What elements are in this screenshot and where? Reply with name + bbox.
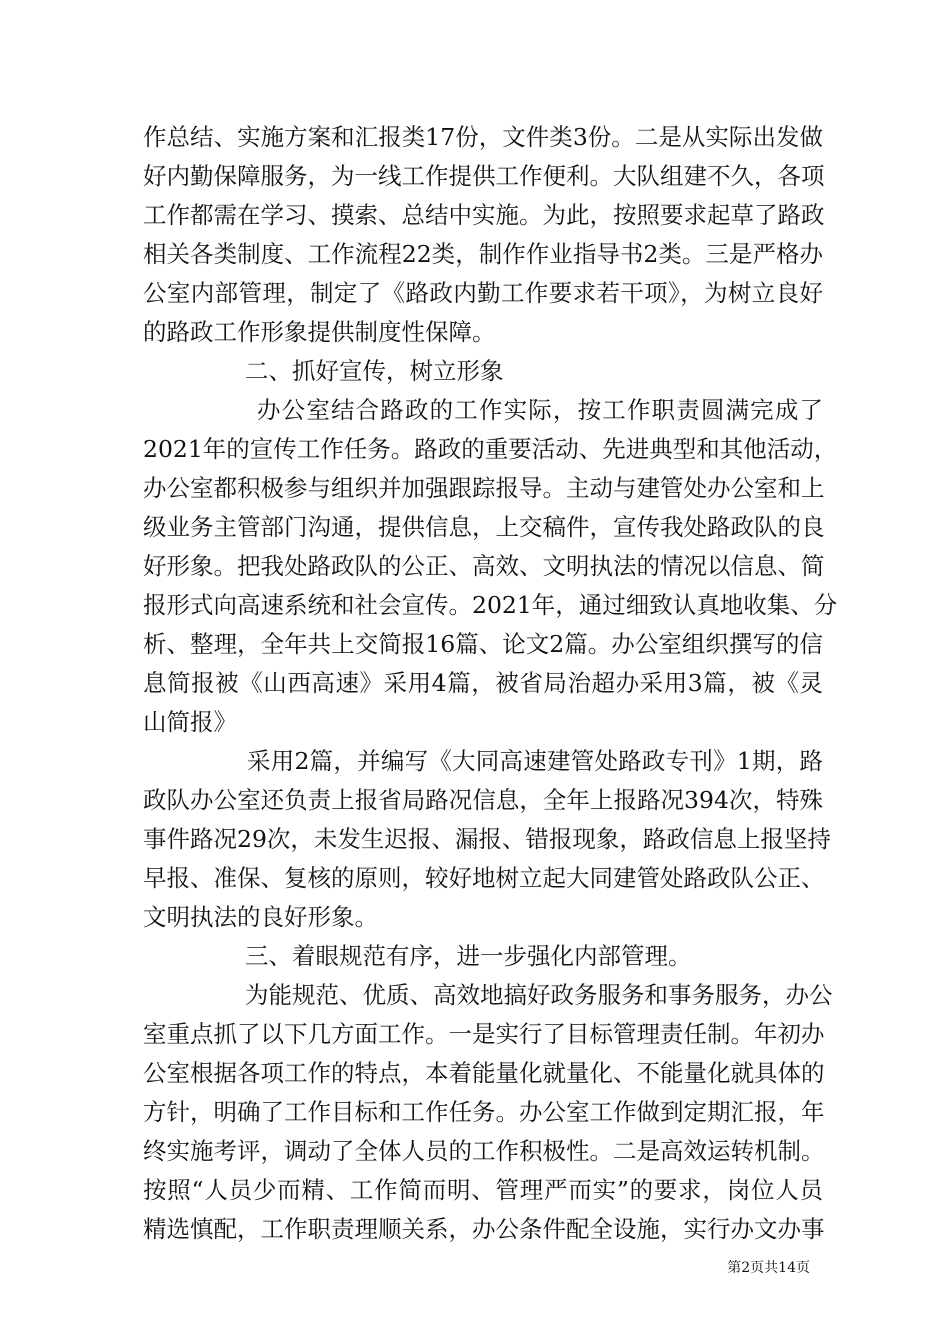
paragraph-3-line: 事件路况29次，未发生迟报、漏报、错报现象，路政信息上报坚持 [143, 825, 831, 853]
paragraph-2-line: 息简报被《山西高速》采用4篇，被省局治超办采用3篇，被《灵 [143, 669, 823, 697]
paragraph-3-line: 采用2篇，并编写《大同高速建管处路政专刊》1期，路 [247, 747, 823, 775]
paragraph-4-line: 为能规范、优质、高效地搞好政务服务和事务服务，办公 [245, 981, 833, 1009]
paragraph-4-line: 室重点抓了以下几方面工作。一是实行了目标管理责任制。年初办 [143, 1020, 825, 1048]
paragraph-1-line: 好内勤保障服务，为一线工作提供工作便利。大队组建不久，各项 [143, 162, 825, 190]
page-number-footer: 第2页共14页 [727, 1260, 810, 1276]
paragraph-4-line: 方针，明确了工作目标和工作任务。办公室工作做到定期汇报，年 [143, 1098, 825, 1126]
paragraph-1-line: 工作都需在学习、摸索、总结中实施。为此，按照要求起草了路政 [143, 201, 825, 229]
paragraph-2-line: 报形式向高速系统和社会宣传。2021年，通过细致认真地收集、分 [143, 591, 838, 619]
paragraph-4-line: 精选慎配，工作职责理顺关系，办公条件配全设施，实行办文办事 [143, 1215, 825, 1243]
section-heading-2: 二、抓好宣传，树立形象 [245, 357, 504, 385]
paragraph-2-line: 办公室都积极参与组织并加强跟踪报导。主动与建管处办公室和上 [143, 474, 825, 502]
section-heading-3: 三、着眼规范有序，进一步强化内部管理。 [245, 942, 692, 970]
paragraph-2-line: 析、整理，全年共上交简报16篇、论文2篇。办公室组织撰写的信 [143, 630, 823, 658]
paragraph-1-line: 作总结、实施方案和汇报类17份，文件类3份。二是从实际出发做 [143, 123, 823, 151]
paragraph-3-line: 文明执法的良好形象。 [143, 903, 378, 931]
paragraph-1-line: 相关各类制度、工作流程22类，制作作业指导书2类。三是严格办 [143, 240, 823, 268]
paragraph-1-line: 的路政工作形象提供制度性保障。 [143, 318, 496, 346]
paragraph-1-line: 公室内部管理，制定了《路政内勤工作要求若干项》，为树立良好 [143, 279, 823, 307]
paragraph-2-line: 好形象。把我处路政队的公正、高效、文明执法的情况以信息、简 [143, 552, 825, 580]
paragraph-3-line: 早报、准保、复核的原则，较好地树立起大同建管处路政队公正、 [143, 864, 825, 892]
paragraph-2-line: 山简报》 [143, 708, 237, 736]
paragraph-2-line: 2021年的宣传工作任务。路政的重要活动、先进典型和其他活动， [143, 435, 838, 463]
paragraph-4-line: 终实施考评，调动了全体人员的工作积极性。二是高效运转机制。 [143, 1137, 825, 1165]
paragraph-2-line: 级业务主管部门沟通，提供信息，上交稿件，宣传我处路政队的良 [143, 513, 825, 541]
paragraph-2-line: 办公室结合路政的工作实际，按工作职责圆满完成了 [257, 396, 823, 424]
paragraph-4-line: 公室根据各项工作的特点，本着能量化就量化、不能量化就具体的 [143, 1059, 825, 1087]
paragraph-4-line: 按照“人员少而精、工作简而明、管理严而实”的要求，岗位人员 [143, 1176, 823, 1204]
paragraph-3-line: 政队办公室还负责上报省局路况信息，全年上报路况394次，特殊 [143, 786, 823, 814]
